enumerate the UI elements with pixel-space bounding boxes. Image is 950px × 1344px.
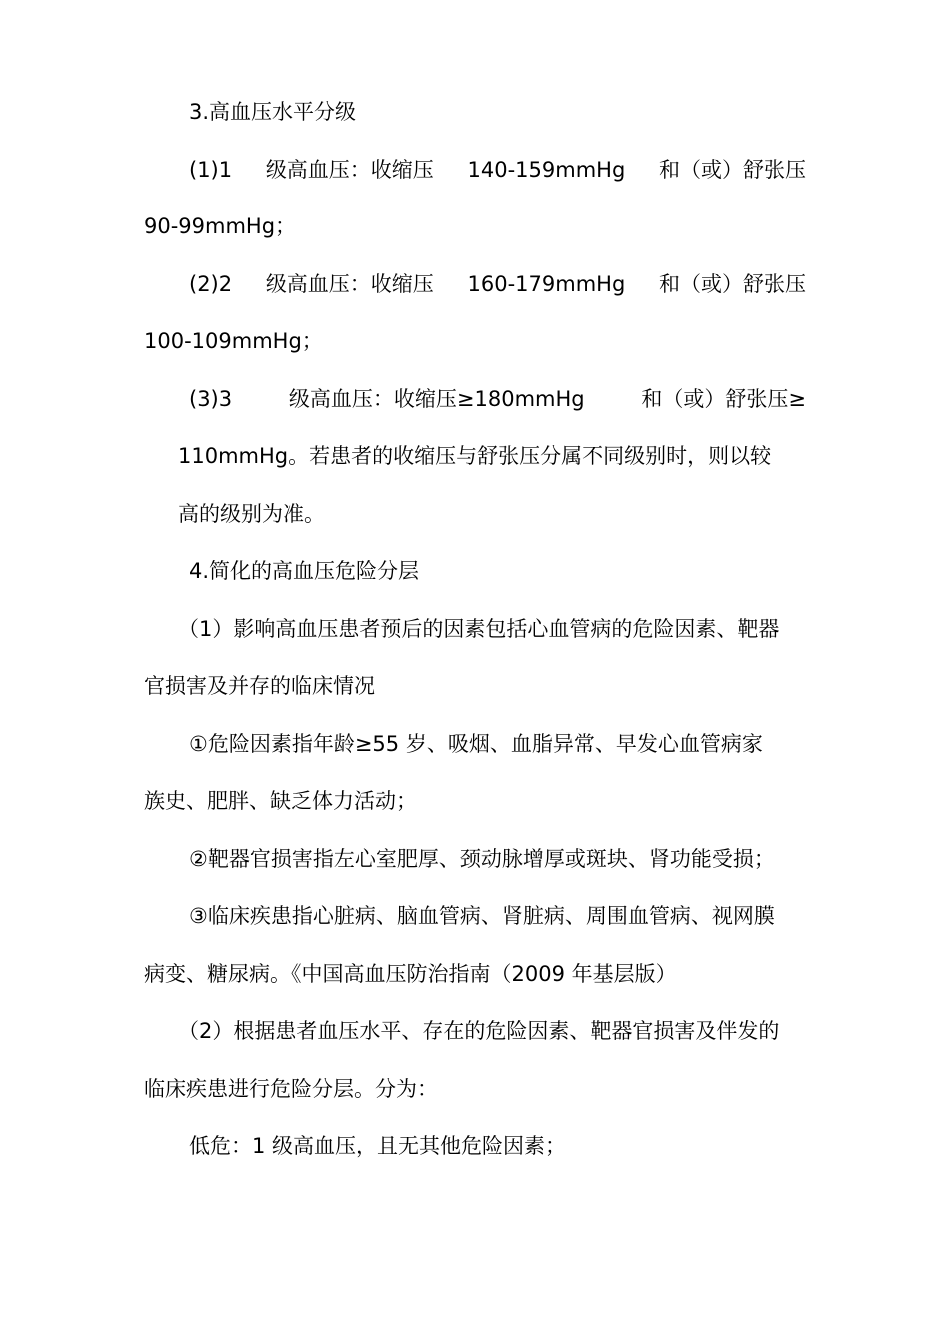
section-heading-3: 3.高血压水平分级: [189, 100, 357, 124]
grade2-label: 级高血压：收缩压: [265, 272, 434, 296]
grade2-line2: 100-109mmHg；: [144, 329, 323, 353]
section-heading-4: 4.简化的高血压危险分层: [189, 559, 420, 583]
grade1-label: 级高血压：收缩压: [265, 158, 434, 182]
grade3-number: (3)3: [189, 387, 233, 411]
grade2-systolic: 160-179mmHg: [467, 272, 626, 296]
grade3-diastolic-label: 和（或）舒张压≥: [641, 387, 806, 411]
grade1-systolic: 140-159mmHg: [467, 158, 626, 182]
item1-line2: 官损害及并存的临床情况: [144, 674, 375, 698]
grade2-line1: [189, 270, 806, 298]
factor1-line2: 族史、肥胖、缺乏体力活动；: [144, 789, 417, 813]
low-risk-line: 低危：1 级高血压，且无其他危险因素；: [189, 1134, 567, 1158]
grade3-line3: 高的级别为准。: [178, 502, 325, 526]
grade1-line1: [189, 156, 806, 184]
grade3-line1: [189, 385, 806, 413]
item2-line1: （2）根据患者血压水平、存在的危险因素、靶器官损害及伴发的: [178, 1019, 780, 1043]
grade2-diastolic-label: 和（或）舒张压: [659, 272, 806, 296]
grade1-number: (1)1: [189, 158, 233, 182]
item1-line1: （1）影响高血压患者预后的因素包括心血管病的危险因素、靶器: [178, 617, 780, 641]
grade1-diastolic-label: 和（或）舒张压: [659, 158, 806, 182]
factor3-line1: ③临床疾患指心脏病、脑血管病、肾脏病、周围血管病、视网膜: [189, 904, 775, 928]
factor1-line1: ①危险因素指年龄≥55 岁、吸烟、血脂异常、早发心血管病家: [189, 732, 763, 756]
grade3-line2: 110mmHg。若患者的收缩压与舒张压分属不同级别时，则以较: [178, 444, 772, 468]
grade1-line2: 90-99mmHg；: [144, 214, 297, 238]
factor3-line2: 病变、糖尿病。《中国高血压防治指南（2009 年基层版）: [144, 962, 677, 986]
factor2-line1: ②靶器官损害指左心室肥厚、颈动脉增厚或斑块、肾功能受损；: [189, 847, 775, 871]
grade2-number: (2)2: [189, 272, 233, 296]
item2-line2: 临床疾患进行危险分层。分为：: [144, 1077, 438, 1101]
grade3-label: 级高血压：收缩压≥180mmHg: [288, 387, 585, 411]
